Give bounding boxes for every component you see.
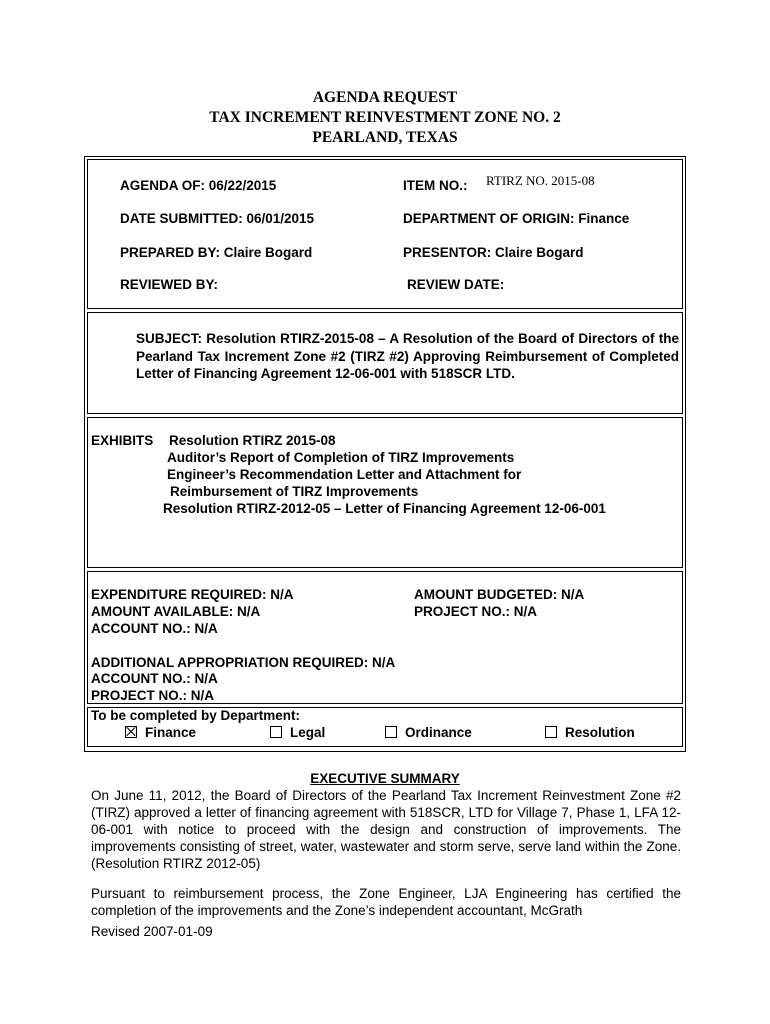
ordinance-checkbox[interactable]	[385, 725, 472, 741]
reviewed-by: REVIEWED BY:	[120, 277, 219, 292]
exhibit-item: Auditor’s Report of Completion of TIRZ Improvements	[167, 450, 515, 465]
empty-box-icon	[270, 726, 282, 738]
executive-summary-title: EXECUTIVE SUMMARY	[310, 771, 460, 786]
title-line-3: PEARLAND, TEXAS	[312, 129, 458, 146]
resolution-label: Resolution	[565, 725, 635, 740]
finance-checkbox[interactable]	[125, 725, 196, 741]
legal-label: Legal	[290, 725, 326, 740]
account-no-2: ACCOUNT NO.: N/A	[91, 671, 218, 686]
title-line-2: TAX INCREMENT REINVESTMENT ZONE NO. 2	[209, 109, 561, 126]
summary-paragraph-1: On June 11, 2012, the Board of Directors of the Pearland Tax Increment Reinvestment Zone #2 (TIRZ) approved a letter of financing agreement with 518SCR, LTD for Village 7, Phase 1, LFA 12-06-001 with notice to proceed with the design and construction of improvements. The improvements consisting of street, water, wastewater and storm serve, serve land within the Zone. (Resolution RTIRZ 2012-05)	[91, 788, 681, 871]
resolution-checkbox[interactable]	[545, 725, 635, 741]
exhibit-item: Engineer’s Recommendation Letter and Attachment for	[167, 467, 522, 482]
exhibits-label: EXHIBITS	[91, 433, 154, 448]
empty-box-icon	[545, 726, 557, 738]
finance-label: Finance	[145, 725, 197, 740]
revised-date: Revised 2007-01-09	[91, 924, 213, 939]
presentor: PRESENTOR: Claire Bogard	[403, 245, 584, 260]
prepared-by: PREPARED BY: Claire Bogard	[120, 245, 313, 260]
amount-budgeted: AMOUNT BUDGETED: N/A	[414, 587, 585, 602]
legal-checkbox[interactable]	[270, 725, 325, 741]
agenda-of: AGENDA OF: 06/22/2015	[120, 178, 277, 193]
date-submitted: DATE SUBMITTED: 06/01/2015	[120, 211, 315, 226]
project-no: PROJECT NO.: N/A	[414, 604, 538, 619]
additional-appropriation: ADDITIONAL APPROPRIATION REQUIRED: N/A	[91, 655, 396, 670]
checked-box-icon	[125, 726, 137, 738]
empty-box-icon	[385, 726, 397, 738]
title-line-1: AGENDA REQUEST	[312, 89, 458, 106]
item-no-value: RTIRZ NO. 2015-08	[486, 173, 595, 188]
item-no-label: ITEM NO.:	[403, 178, 468, 193]
exhibit-item: Reimbursement of TIRZ Improvements	[170, 484, 419, 499]
subject-text: SUBJECT: Resolution RTIRZ-2015-08 – A Resolution of the Board of Directors of the Pearland Tax Increment Zone #2 (TIRZ #2) Approving Reimbursement of Completed Letter of Financing Agreement 12-06-001 with 518SCR LTD.	[136, 331, 679, 381]
exhibit-item: Resolution RTIRZ 2015-08	[169, 433, 336, 448]
amount-available: AMOUNT AVAILABLE: N/A	[91, 604, 261, 619]
account-no: ACCOUNT NO.: N/A	[91, 621, 218, 636]
ordinance-label: Ordinance	[405, 725, 472, 740]
department-of-origin: DEPARTMENT OF ORIGIN: Finance	[403, 211, 630, 226]
expenditure-required: EXPENDITURE REQUIRED: N/A	[91, 587, 294, 602]
exhibit-item: Resolution RTIRZ-2012-05 – Letter of Financing Agreement 12-06-001	[163, 501, 606, 516]
review-date: REVIEW DATE:	[407, 277, 505, 292]
project-no-2: PROJECT NO.: N/A	[91, 688, 215, 703]
summary-paragraph-2: Pursuant to reimbursement process, the Zone Engineer, LJA Engineering has certified the completion of the improvements and the Zone’s independent accountant, McGrath	[91, 886, 681, 918]
completed-by-label: To be completed by Department:	[91, 708, 301, 723]
